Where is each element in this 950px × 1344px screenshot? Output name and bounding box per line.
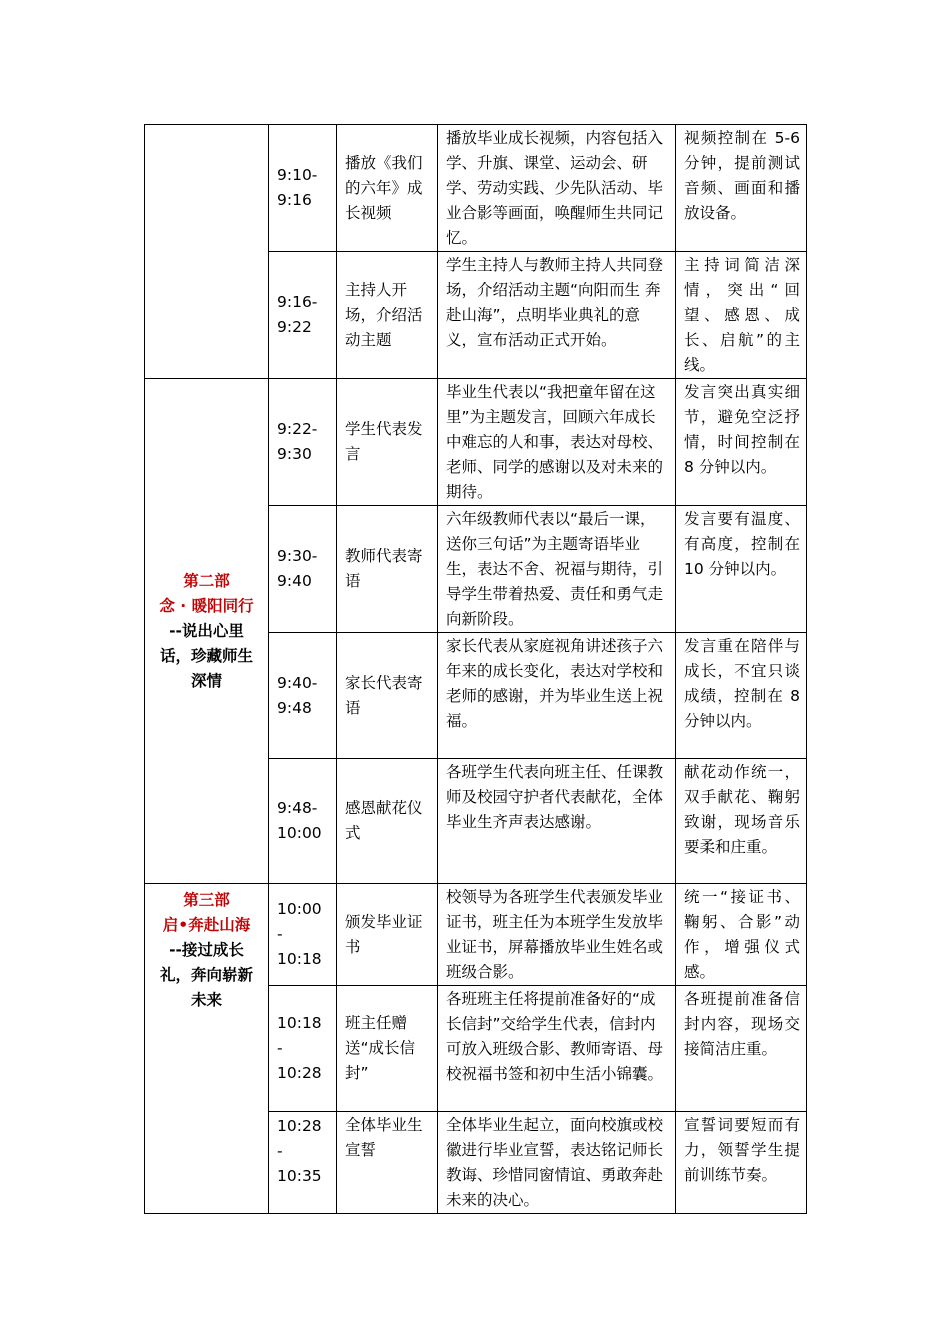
time-cell: 9:22- 9:30: [269, 379, 337, 506]
content-cell: 全体毕业生起立，面向校旗或校徽进行毕业宣誓，表达铭记师长教诲、珍惜同窗情谊、勇敢奔赴未来的决心。: [438, 1112, 676, 1214]
section-cell: [145, 379, 269, 884]
content-cell: 各班班主任将提前准备好的“成长信封”交给学生代表，信封内可放入班级合影、教师寄语、母校祝福书签和初中生活小锦囊。: [438, 986, 676, 1112]
time-cell: 9:16- 9:22: [269, 252, 337, 379]
table-row: [145, 379, 807, 506]
table-row: [145, 125, 807, 252]
time-cell: 9:10- 9:16: [269, 125, 337, 252]
time-cell: 9:40- 9:48: [269, 633, 337, 759]
item-cell: 颁发毕业证书: [337, 884, 438, 986]
note-cell: 各班提前准备信封内容，现场交接简洁庄重。: [676, 986, 807, 1112]
note-cell: 发言突出真实细节，避免空泛抒情，时间控制在 8 分钟以内。: [676, 379, 807, 506]
content-cell: 毕业生代表以“我把童年留在这里”为主题发言，回顾六年成长中难忘的人和事，表达对母校、老师、同学的感谢以及对未来的期待。: [438, 379, 676, 506]
time-cell: 9:48- 10:00: [269, 759, 337, 884]
schedule-table: [144, 124, 807, 1214]
time-cell: 9:30- 9:40: [269, 506, 337, 633]
item-cell: 感恩献花仪式: [337, 759, 438, 884]
item-cell: 主持人开场，介绍活动主题: [337, 252, 438, 379]
note-cell: 献花动作统一，双手献花、鞠躬致谢，现场音乐要柔和庄重。: [676, 759, 807, 884]
section-cell: [145, 125, 269, 379]
item-cell: 教师代表寄语: [337, 506, 438, 633]
note-cell: 视频控制在 5-6 分钟，提前测试音频、画面和播放设备。: [676, 125, 807, 252]
section-subtitle: 启•奔赴山海: [162, 916, 251, 934]
section-title: 第二部: [183, 571, 230, 590]
section-cell: [145, 884, 269, 1214]
time-cell: 10:00 - 10:18: [269, 884, 337, 986]
item-cell: 学生代表发言: [337, 379, 438, 506]
time-cell: 10:28 - 10:35: [269, 1112, 337, 1214]
note-cell: 发言重在陪伴与成长，不宜只谈成绩，控制在 8 分钟以内。: [676, 633, 807, 759]
time-cell: 10:18 - 10:28: [269, 986, 337, 1112]
table-row: [145, 884, 807, 986]
content-cell: 各班学生代表向班主任、任课教师及校园守护者代表献花，全体毕业生齐声表达感谢。: [438, 759, 676, 884]
note-cell: 主持词简洁深情，突出“回望、感恩、成长、启航”的主线。: [676, 252, 807, 379]
item-cell: 播放《我们的六年》成长视频: [337, 125, 438, 252]
section-title: 第三部: [183, 891, 230, 909]
section-subtitle: 念 · 暖阳同行: [159, 596, 254, 615]
section-description: --接过成长礼，奔向崭新未来: [159, 941, 253, 1009]
note-cell: 发言要有温度、有高度，控制在 10 分钟以内。: [676, 506, 807, 633]
content-cell: 六年级教师代表以“最后一课，送你三句话”为主题寄语毕业生，表达不舍、祝福与期待，引导学生带着热爱、责任和勇气走向新阶段。: [438, 506, 676, 633]
item-cell: 全体毕业生宣誓: [337, 1112, 438, 1214]
content-cell: 校领导为各班学生代表颁发毕业证书，班主任为本班学生发放毕业证书，屏幕播放毕业生姓名或班级合影。: [438, 884, 676, 986]
item-cell: 班主任赠送“成长信封”: [337, 986, 438, 1112]
note-cell: 统一“接证书、鞠躬、合影”动作，增强仪式感。: [676, 884, 807, 986]
note-cell: 宣誓词要短而有力，领誓学生提前训练节奏。: [676, 1112, 807, 1214]
item-cell: 家长代表寄语: [337, 633, 438, 759]
content-cell: 播放毕业成长视频，内容包括入学、升旗、课堂、运动会、研学、劳动实践、少先队活动、毕业合影等画面，唤醒师生共同记忆。: [438, 125, 676, 252]
section-description: --说出心里话，珍藏师生深情: [159, 621, 253, 690]
content-cell: 家长代表从家庭视角讲述孩子六年来的成长变化，表达对学校和老师的感谢，并为毕业生送上祝福。: [438, 633, 676, 759]
content-cell: 学生主持人与教师主持人共同登场，介绍活动主题“向阳而生 奔赴山海”，点明毕业典礼的意义，宣布活动正式开始。: [438, 252, 676, 379]
